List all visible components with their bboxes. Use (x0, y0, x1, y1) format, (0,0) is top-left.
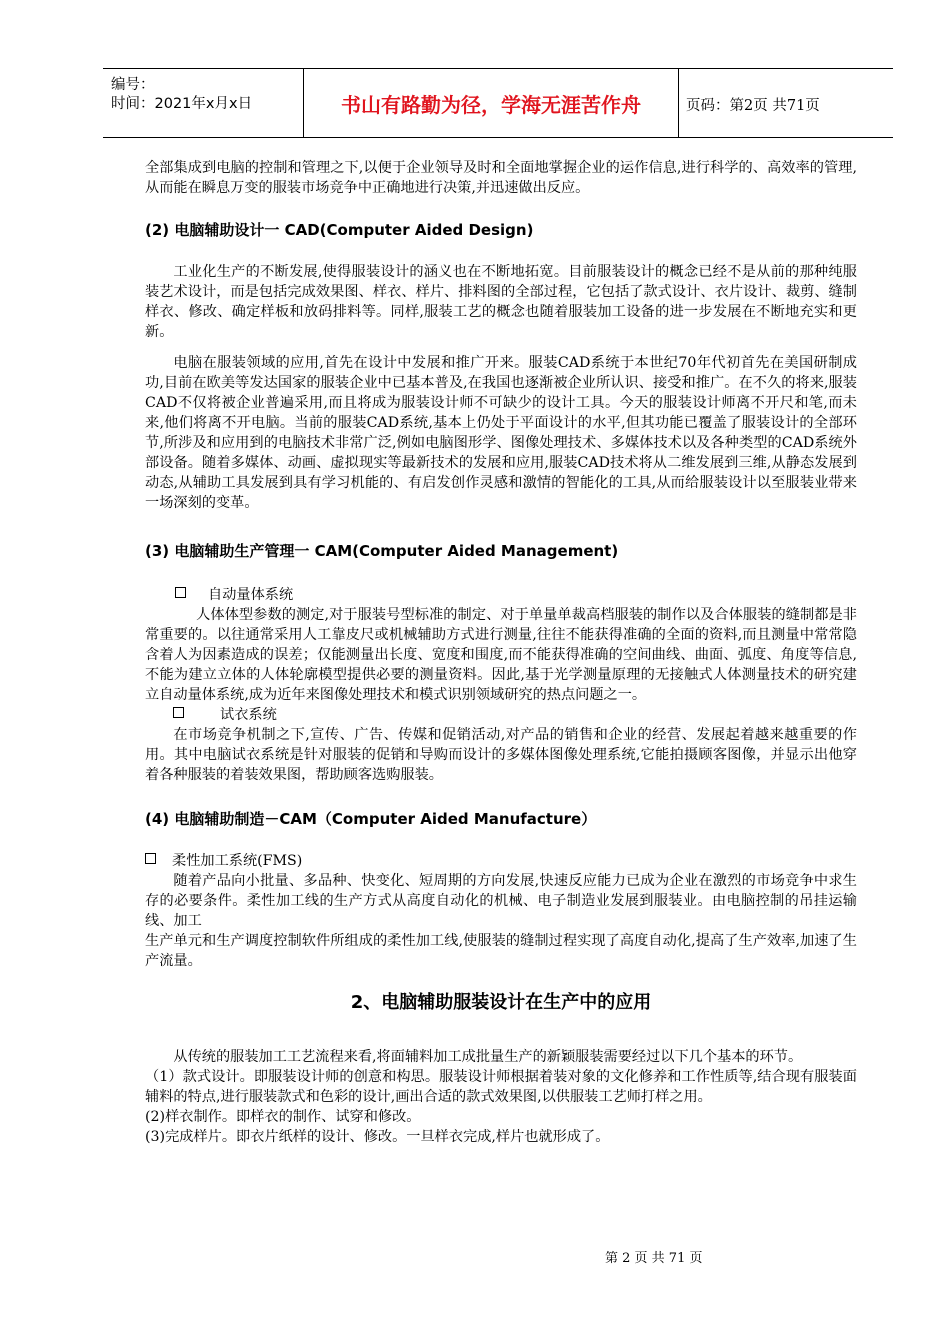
bullet-auto-measure (145, 585, 857, 605)
paragraph-cad-2: 电脑在服装领域的应用,首先在设计中发展和推广开来。服装CAD系统于本世纪70年代初首先在美国研制成功,目前在欧美等发达国家的服装企业中已基本普及,在我国也逐渐被企业所认识、接受和推广。在不久的将来,服装CAD不仅将被企业普遍采用,而且将成为服装设计师不可缺少的设计工具。今天的服装设计师离不开尺和笔,而未来,他们将离不开电脑。当前的服装CAD系统,基本上仍处于平面设计的水平,但其功能已覆盖了服装设计的全部环节,所涉及和应用到的电脑技术非常广泛,例如电脑图形学、图像处理技术、多媒体技术以及各种类型的CAD系统外部设备。随着多媒体、动画、虚拟现实等最新技术的发展和应用,服装CAD技术将从二维发展到三维,从静态发展到动态,从辅助工具发展到具有学习机能的、有启发创作灵感和激情的智能化的工具,从而给服装设计以至服装业带来一场深刻的变革。 (145, 355, 857, 511)
document-date: 时间：2021年x月x日 (111, 96, 253, 112)
page-current: 2 (744, 98, 754, 114)
page-header (103, 68, 893, 138)
document-number-label: 编号： (111, 77, 155, 93)
page-footer: 第 2 页 共 71 页 (605, 1251, 703, 1266)
page-mid: 页 共 (753, 98, 787, 114)
header-motto-cell (303, 69, 679, 137)
heading-cam-management: (3) 电脑辅助生产管理一 CAM(Computer Aided Management) (145, 542, 619, 560)
bullet-label: 自动量体系统 (208, 587, 294, 603)
paragraph-fitting: 在市场竞争机制之下,宣传、广告、传媒和促销活动,对产品的销售和企业的经营、发展起着越来越重要的作用。其中电脑试衣系统是针对服装的促销和导购而设计的多媒体图像处理系统,它能拍摄顾客图像，并显示出他穿着各种服装的着装效果图，帮助顾客选购服装。 (145, 727, 857, 783)
paragraph-step-3: (3)完成样片。即衣片纸样的设计、修改。一旦样衣完成,样片也就形成了。 (145, 1129, 610, 1145)
section-heading-2: 2、电脑辅助服装设计在生产中的应用 (350, 992, 652, 1013)
page-suffix: 页 (805, 98, 820, 114)
paragraph-fms-2: 生产单元和生产调度控制软件所组成的柔性加工线,使服装的缝制过程实现了高度自动化,提高了生产效率,加速了生产流量。 (145, 933, 857, 969)
paragraph-intro: 全部集成到电脑的控制和管理之下,以便于企业领导及时和全面地掌握企业的运作信息,进行科学的、高效率的管理,从而能在瞬息万变的服装市场竞争中正确地进行决策,并迅速做出反应。 (145, 160, 857, 196)
paragraph-step-1: （1）款式设计。即服装设计师的创意和构思。服装设计师根据着装对象的文化修养和工作性质等,结合现有服装面辅料的特点,进行服装款式和色彩的设计,画出合适的款式效果图,以供服装工艺师打样之用。 (145, 1069, 857, 1105)
paragraph-auto-measure: 人体体型参数的测定,对于服装号型标准的制定、对于单量单裁高档服装的制作以及合体服装的缝制都是非常重要的。以往通常采用人工靠皮尺或机械辅助方式进行测量,往往不能获得准确的全面的资料,而且测量中常常隐含着人为因素造成的误差；仅能测量出长度、宽度和围度,而不能获得准确的空间曲线、曲面、弧度、角度等信息,不能为建立立体的人体轮廓模型提供必要的测量资料。因此,基于光学测量原理的无接触式人体测量技术的研究建立自动量体系统,成为近年来图像处理技术和模式识别领域研究的热点问题之一。 (145, 607, 857, 703)
heading-cam-manufacture: (4) 电脑辅助制造－CAM（Computer Aided Manufacture） (145, 810, 597, 828)
document-body (145, 158, 857, 1147)
paragraph-step-2: (2)样衣制作。即样衣的制作、试穿和修改。 (145, 1109, 421, 1125)
heading-cad: (2) 电脑辅助设计一 CAD(Computer Aided Design) (145, 221, 534, 239)
checkbox-icon (175, 587, 186, 598)
header-page-code (686, 94, 820, 115)
paragraph-cad-1: 工业化生产的不断发展,使得服装设计的涵义也在不断地拓宽。目前服装设计的概念已经不是从前的那种纯服装艺术设计，而是包括完成效果图、样衣、样片、排料图的全部过程，它包括了款式设计、衣片设计、裁剪、缝制样衣、修改、确定样板和放码排料等。同样,服装工艺的概念也随着服装加工设备的进一步发展在不断地充实和更新。 (145, 264, 857, 340)
page-prefix: 页码：第 (686, 98, 744, 114)
bullet-fms (145, 851, 857, 871)
checkbox-icon (145, 853, 156, 864)
page-total: 71 (786, 98, 806, 114)
paragraph-process-intro: 从传统的服装加工工艺流程来看,将面辅料加工成批量生产的新颖服装需要经过以下几个基本的环节。 (173, 1049, 803, 1065)
header-motto: 书山有路勤为径，学海无涯苦作舟 (341, 93, 641, 117)
header-page-cell (678, 69, 893, 137)
paragraph-fms-1: 随着产品向小批量、多品种、快变化、短周期的方向发展,快速反应能力已成为企业在激烈的市场竞争中求生存的必要条件。柔性加工线的生产方式从高度自动化的机械、电子制造业发展到服装业。由电脑控制的吊挂运输线、加工 (145, 873, 857, 929)
checkbox-icon (173, 707, 184, 718)
bullet-fitting (145, 705, 857, 725)
bullet-label: 试衣系统 (220, 707, 277, 723)
header-meta-cell (103, 69, 303, 137)
bullet-label: 柔性加工系统(FMS) (172, 853, 303, 869)
